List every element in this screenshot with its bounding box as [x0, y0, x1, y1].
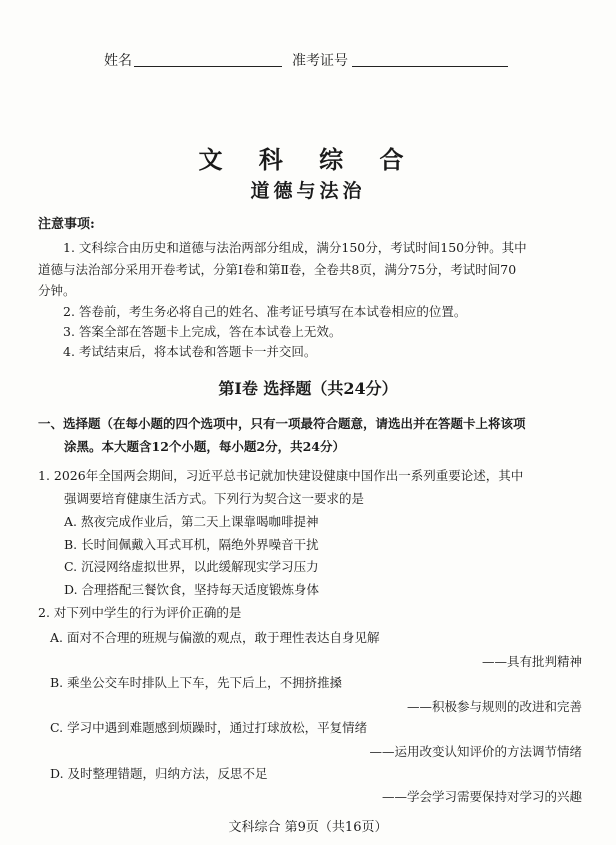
section-instruction-line-1: 一、选择题（在每小题的四个选项中，只有一项最符合题意，请选出并在答题卡上将该项 [38, 416, 526, 431]
page-title: 文 科 综 合 [198, 145, 418, 174]
notice-item-3: 3. 答案全部在答题卡上完成，答在本试卷上无效。 [63, 324, 342, 339]
q2-stem: 2. 对下列中学生的行为评价正确的是 [38, 605, 242, 620]
q2-option-a-eval: ——具有批判精神 [481, 654, 582, 669]
notice-item-1-line-1: 1. 文科综合由历史和道德与法治两部分组成，满分150分，考试时间150分钟。其中 [63, 240, 527, 255]
q2-option-d: D. 及时整理错题，归纳方法，反思不足 [50, 766, 268, 781]
q2-option-b-eval: ——积极参与规则的改进和完善 [406, 699, 582, 714]
q1-option-b: B. 长时间佩戴入耳式耳机，隔绝外界噪音干扰 [64, 537, 319, 552]
q2-option-c: C. 学习中遇到难题感到烦躁时，通过打球放松，平复情绪 [50, 720, 368, 735]
section-title: 第Ⅰ卷 选择题（共24分） [218, 379, 398, 398]
q1-stem-line-1: 1. 2026年全国两会期间，习近平总书记就加快建设健康中国作出一系列重要论述，其中 [38, 468, 524, 483]
notice-item-1-line-2: 道德与法治部分采用开卷考试，分第Ⅰ卷和第Ⅱ卷，全卷共8页，满分75分，考试时间70 [38, 262, 517, 277]
section-instruction-line-2: 涂黑。本大题含12个小题，每小题2分，共24分） [64, 439, 345, 454]
q2-option-c-eval: ——运用改变认知评价的方法调节情绪 [369, 744, 582, 759]
notice-heading: 注意事项: [38, 217, 95, 232]
q1-stem-line-2: 强调要培育健康生活方式。下列行为契合这一要求的是 [64, 491, 365, 506]
page-subtitle: 道德与法治 [250, 180, 366, 202]
name-label: 姓名 [104, 53, 132, 69]
page-footer: 文科综合 第9页（共16页） [228, 820, 388, 835]
q2-option-d-eval: ——学会学习需要保持对学习的兴趣 [381, 789, 582, 804]
q2-option-a: A. 面对不合理的班规与偏激的观点，敢于理性表达自身见解 [50, 630, 380, 645]
exam-id-field-line[interactable] [352, 66, 508, 67]
notice-item-2: 2. 答卷前，考生务必将自己的姓名、准考证号填写在本试卷相应的位置。 [63, 304, 467, 319]
notice-item-4: 4. 考试结束后，将本试卷和答题卡一并交回。 [63, 344, 317, 359]
q2-option-b: B. 乘坐公交车时排队上下车，先下后上，不拥挤推搡 [50, 675, 343, 690]
notice-item-1-line-3: 分钟。 [38, 283, 76, 298]
exam-id-label: 准考证号 [292, 53, 348, 69]
q1-option-a: A. 熬夜完成作业后，第二天上课靠喝咖啡提神 [64, 514, 319, 529]
name-field-line[interactable] [134, 66, 282, 67]
q1-option-c: C. 沉浸网络虚拟世界，以此缓解现实学习压力 [64, 559, 319, 574]
q1-option-d: D. 合理搭配三餐饮食，坚持每天适度锻炼身体 [64, 582, 320, 597]
